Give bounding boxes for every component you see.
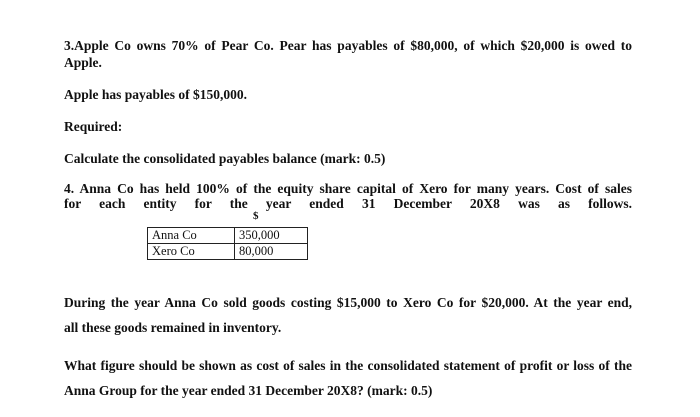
q4-text-line-1: 4. Anna Co has held 100% of the equity share capital of Xero for many years. Cost of sales: [64, 181, 632, 196]
required-heading: Required:: [64, 119, 123, 134]
q3-text-line-2: Apple.: [64, 55, 102, 70]
q3-task-text: Calculate the consolidated payables balance (mark: 0.5): [64, 151, 386, 166]
entity-name-cell: Anna Co: [148, 228, 235, 244]
q3-text-line-1: 3.Apple Co owns 70% of Pear Co. Pear has payables of $80,000, of which $20,000 is owed to: [64, 38, 632, 53]
q4-question-line-2: Anna Group for the year ended 31 December 20X8? (mark: 0.5): [64, 383, 433, 398]
apple-payables-text: Apple has payables of $150,000.: [64, 87, 248, 102]
intragroup-sale-line-1: During the year Anna Co sold goods costing $15,000 to Xero Co for $20,000. At the year end,: [64, 295, 632, 310]
cost-value-cell: 350,000: [235, 228, 308, 244]
currency-header: $: [253, 210, 259, 222]
cost-of-sales-table: [147, 227, 308, 260]
table-row: [148, 228, 308, 244]
table-row: [148, 244, 308, 260]
q4-question-line-1: What figure should be shown as cost of sales in the consolidated statement of profit or loss of the: [64, 358, 632, 373]
intragroup-sale-line-2: all these goods remained in inventory.: [64, 320, 282, 335]
q4-text-line-2: for each entity for the year ended 31 December 20X8 was as follows.: [64, 196, 632, 211]
entity-name-cell: Xero Co: [148, 244, 235, 260]
cost-value-cell: 80,000: [235, 244, 308, 260]
